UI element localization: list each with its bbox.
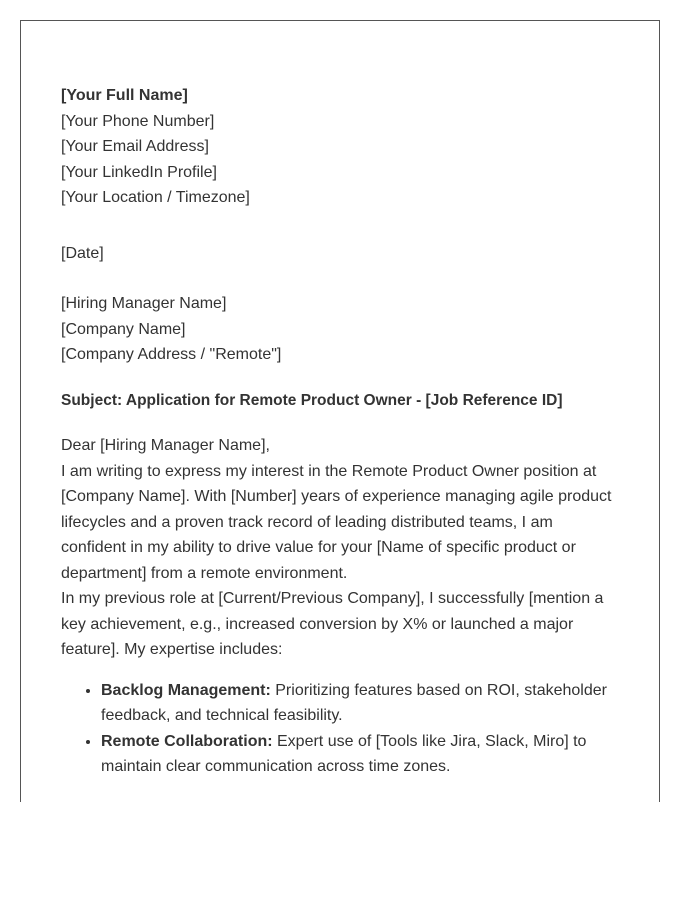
subject-line: Subject: Application for Remote Product Owner - [Job Reference ID] xyxy=(61,391,563,409)
cover-letter xyxy=(61,83,621,780)
recipient-name: [Hiring Manager Name] xyxy=(61,295,227,312)
salutation: Dear [Hiring Manager Name], xyxy=(61,437,270,454)
paragraph-intro: I am writing to express my interest in the Remote Product Owner position at [Company Name]. With [Number] years of experience managing agile product lifecycles and a proven track record of leading distributed teams, I am confident in my ability to drive value for your [Name of specific product or department] from a remote environment. xyxy=(61,462,612,582)
skill-text: Expert use of [Tools like Jira, Slack, Miro] to maintain clear communication across time zones. xyxy=(101,732,587,775)
list-item xyxy=(101,729,621,780)
letter-page xyxy=(20,20,660,802)
subject-block xyxy=(61,388,621,414)
sender-email: [Your Email Address] xyxy=(61,138,209,155)
sender-linkedin: [Your LinkedIn Profile] xyxy=(61,163,217,181)
salutation-block xyxy=(61,433,621,459)
skill-title: Backlog Management: xyxy=(101,681,271,699)
list-item xyxy=(101,678,621,729)
recipient-block xyxy=(61,291,621,368)
letter-date: [Date] xyxy=(61,244,104,262)
sender-location: [Your Location / Timezone] xyxy=(61,189,250,206)
sender-phone: [Your Phone Number] xyxy=(61,112,215,130)
sender-block xyxy=(61,83,621,211)
skills-list xyxy=(61,678,621,780)
recipient-address: [Company Address / "Remote"] xyxy=(61,346,282,363)
paragraph-experience: In my previous role at [Current/Previous Company], I successfully [mention a key achievement, e.g., increased conversion by X% or launched a major feature]. My expertise includes: xyxy=(61,590,604,658)
skill-text: Prioritizing features based on ROI, stakeholder feedback, and technical feasibility. xyxy=(101,681,607,724)
skill-title: Remote Collaboration: xyxy=(101,732,273,750)
date-block xyxy=(61,241,621,267)
recipient-company: [Company Name] xyxy=(61,320,186,338)
sender-full-name: [Your Full Name] xyxy=(61,87,188,104)
